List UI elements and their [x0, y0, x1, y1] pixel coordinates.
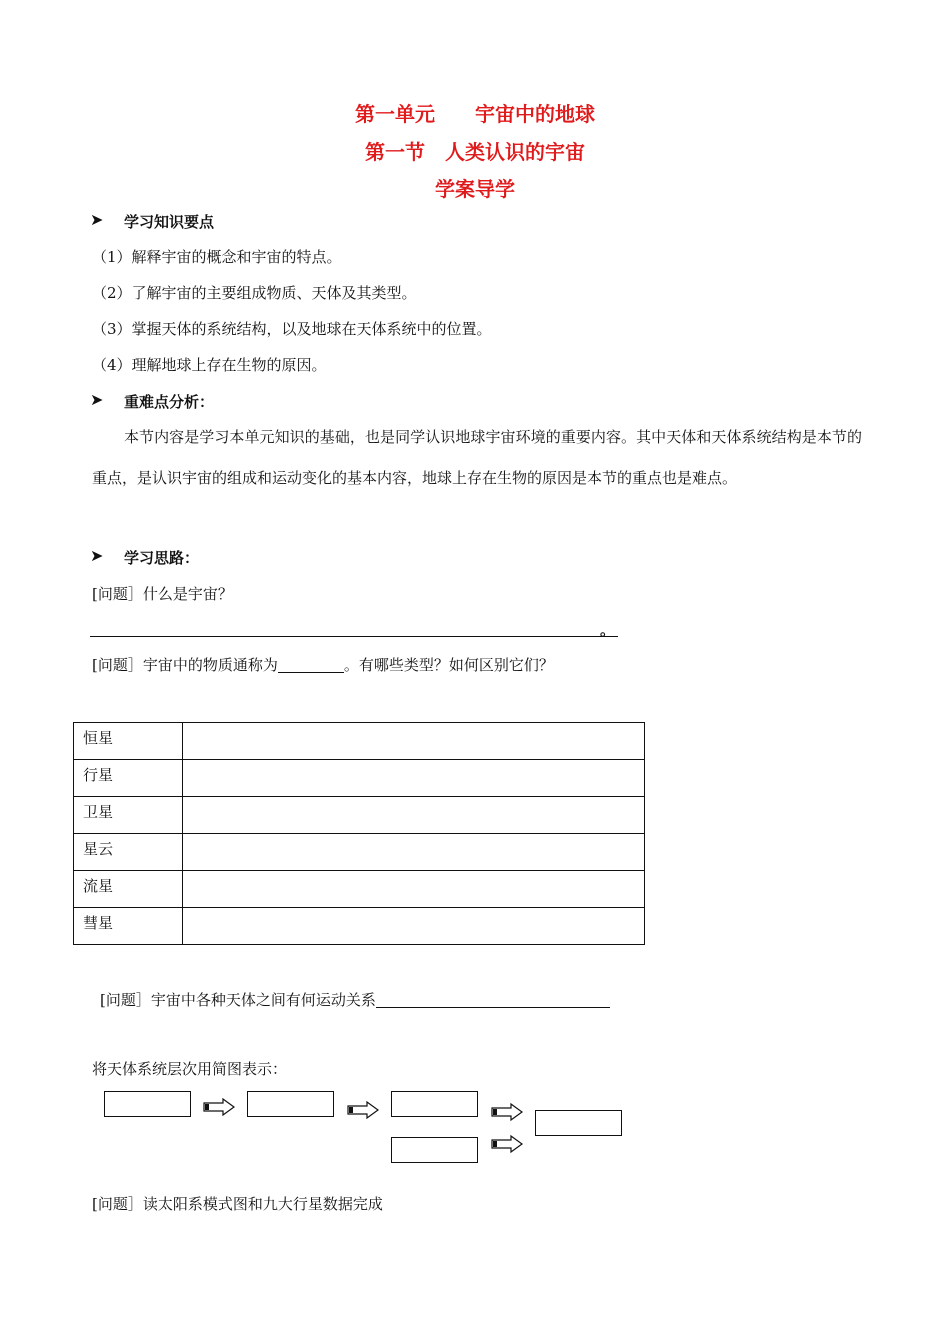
- diagram-label: 将天体系统层次用简图表示：: [92, 1060, 288, 1078]
- question-3: [100, 990, 610, 1010]
- analysis-paragraph: 本节内容是学习本单元知识的基础，也是同学认识地球宇宙环境的重要内容。其中天体和天体系统结构是本节的重点，是认识宇宙的组成和运动变化的基本内容，地球上存在生物的原因是本节的重点也是难点。: [92, 428, 862, 487]
- bullet-arrow-icon: ➤: [90, 546, 104, 565]
- answer-blank-motion[interactable]: [376, 990, 610, 1008]
- hierarchy-box-4[interactable]: [535, 1110, 622, 1136]
- table-row: [74, 834, 645, 871]
- table-row: [74, 723, 645, 760]
- goal-item-4: （4）理解地球上存在生物的原因。: [92, 356, 327, 374]
- table-cell-answer[interactable]: [183, 871, 645, 908]
- table-cell-type: 卫星: [74, 797, 183, 834]
- goal-item-2: （2）了解宇宙的主要组成物质、天体及其类型。: [92, 284, 417, 302]
- table-cell-answer[interactable]: [183, 723, 645, 760]
- hierarchy-box-2[interactable]: [247, 1091, 334, 1117]
- table-cell-type: 恒星: [74, 723, 183, 760]
- table-row: [74, 871, 645, 908]
- celestial-types-table: [73, 722, 645, 945]
- answer-line-1-period: 。: [600, 621, 616, 639]
- right-arrow-icon: [347, 1101, 379, 1119]
- bullet-arrow-icon: ➤: [90, 210, 104, 229]
- question-2-suffix: 。有哪些类型？如何区别它们？: [343, 656, 554, 674]
- goals-heading: 学习知识要点: [124, 213, 215, 231]
- answer-blank-celestial-bodies[interactable]: [278, 655, 344, 673]
- table-cell-type: 流星: [74, 871, 183, 908]
- table-cell-type: 行星: [74, 760, 183, 797]
- table-row: [74, 760, 645, 797]
- hierarchy-box-1[interactable]: [104, 1091, 191, 1117]
- answer-line-1[interactable]: [90, 620, 618, 637]
- right-arrow-icon: [491, 1135, 523, 1153]
- table-row: [74, 908, 645, 945]
- unit-title: 第一单元 宇宙中的地球: [355, 102, 595, 126]
- goal-item-1: （1）解释宇宙的概念和宇宙的特点。: [92, 248, 342, 266]
- bullet-arrow-icon: ➤: [90, 390, 104, 409]
- approach-heading: 学习思路：: [124, 549, 200, 567]
- table-cell-answer[interactable]: [183, 797, 645, 834]
- right-arrow-icon: [491, 1103, 523, 1121]
- table-cell-answer[interactable]: [183, 834, 645, 871]
- guide-title: 学案导学: [435, 177, 515, 201]
- right-arrow-icon: [203, 1098, 235, 1116]
- question-4: [问题］读太阳系模式图和九大行星数据完成: [92, 1195, 383, 1213]
- table-cell-type: 彗星: [74, 908, 183, 945]
- table-row: [74, 797, 645, 834]
- hierarchy-box-3a[interactable]: [391, 1091, 478, 1117]
- hierarchy-box-3b[interactable]: [391, 1137, 478, 1163]
- question-1: [问题］什么是宇宙？: [92, 585, 233, 603]
- analysis-heading: 重难点分析：: [124, 393, 215, 411]
- table-cell-answer[interactable]: [183, 908, 645, 945]
- table-cell-answer[interactable]: [183, 760, 645, 797]
- question-2-prefix: [问题］宇宙中的物质通称为: [92, 656, 278, 674]
- goal-item-3: （3）掌握天体的系统结构，以及地球在天体系统中的位置。: [92, 320, 492, 338]
- table-cell-type: 星云: [74, 834, 183, 871]
- question-2: [92, 655, 554, 675]
- question-3-text: [问题］宇宙中各种天体之间有何运动关系: [100, 991, 376, 1009]
- section-title: 第一节 人类认识的宇宙: [365, 140, 585, 164]
